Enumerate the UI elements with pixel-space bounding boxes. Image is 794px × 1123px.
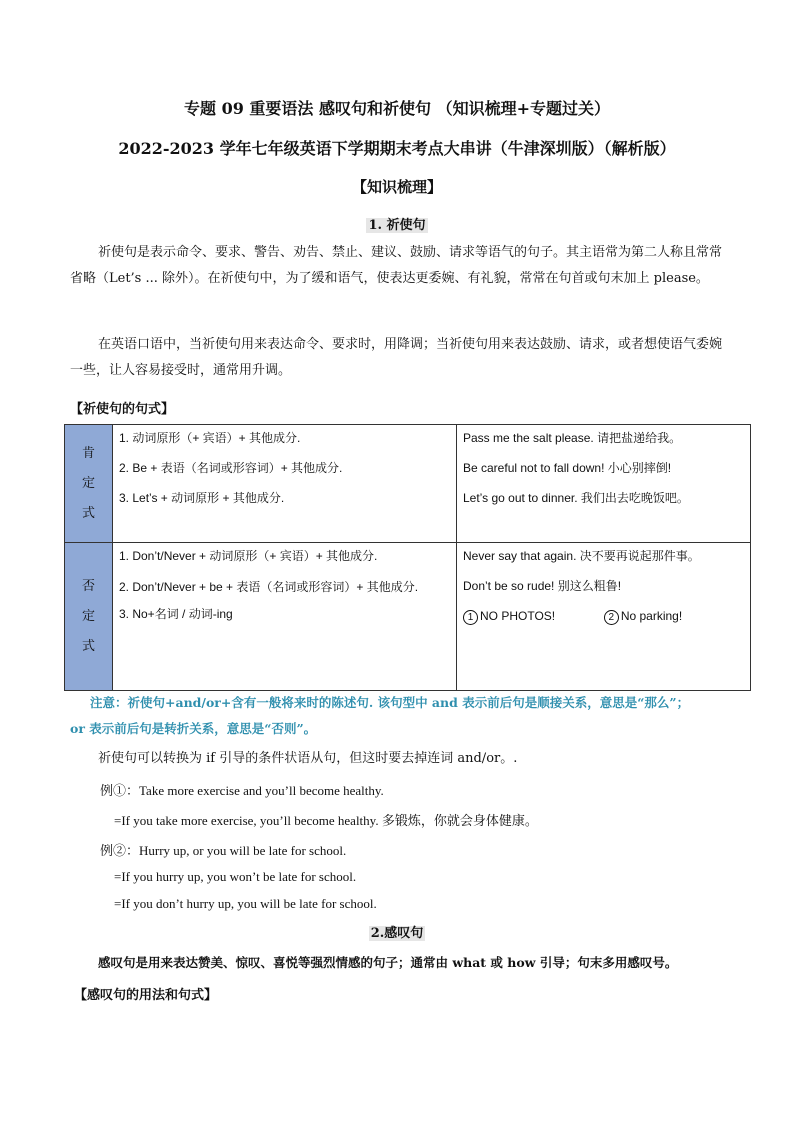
sign-no-photos: NO PHOTOS! bbox=[480, 609, 556, 623]
positive-rule-3: 3. Let’s + 动词原形 + 其他成分. bbox=[119, 491, 285, 505]
negative-rule-3: 3. No+名词 / 动词-ing bbox=[119, 607, 233, 621]
negative-rule-2: 2. Don’t/Never + be + 表语（名词或形容词）+ 其他成分. bbox=[119, 580, 419, 594]
example-2-conversion-2: =If you don’t hurry up, you will be late for school. bbox=[114, 896, 377, 911]
negative-rule-1: 1. Don’t/Never + 动词原形（+ 宾语）+ 其他成分. bbox=[119, 549, 378, 563]
section2-heading-text: 2.感叹句 bbox=[370, 926, 424, 941]
example-2-sentence: Hurry up, or you will be late for school. bbox=[139, 843, 347, 858]
negative-form-text: 否定式 bbox=[81, 578, 95, 654]
negative-form-label bbox=[65, 543, 113, 691]
positive-example-2: Be careful not to fall down! 小心别摔倒! bbox=[463, 461, 672, 475]
negative-example-1: Never say that again. 决不要再说起那件事。 bbox=[463, 549, 700, 563]
positive-rule-2: 2. Be + 表语（名词或形容词）+ 其他成分. bbox=[119, 461, 343, 475]
example-1-conversion: =If you take more exercise, you’ll become healthy. 多锻炼，你就会身体健康。 bbox=[114, 813, 538, 828]
example-1 bbox=[100, 780, 384, 799]
table-row-positive bbox=[65, 425, 751, 543]
positive-example-3: Let’s go out to dinner. 我们出去吃晚饭吧。 bbox=[463, 491, 689, 505]
imperative-intonation-paragraph: 在英语口语中，当祈使句用来表达命令、要求时，用降调；当祈使句用来表达鼓励、请求，或者想使语气委婉一些，让人容易接受时，通常用升调。 bbox=[70, 337, 723, 378]
note-paragraph bbox=[70, 690, 734, 742]
positive-form-label bbox=[65, 425, 113, 543]
example-2 bbox=[100, 840, 346, 859]
circled-number-2: 2 bbox=[604, 610, 619, 625]
negative-signs-line bbox=[457, 603, 750, 633]
example-1-label: 例①： bbox=[100, 783, 140, 798]
imperative-patterns-label: 【祈使句的句式】 bbox=[70, 402, 175, 417]
example-2-conversion-1: =If you hurry up, you won’t be late for school. bbox=[114, 869, 357, 884]
exclamatory-patterns-label: 【感叹句的用法和句式】 bbox=[74, 988, 218, 1003]
negative-rules-cell bbox=[113, 543, 457, 691]
positive-rules-cell bbox=[113, 425, 457, 543]
document-title: 专题 09 重要语法 感叹句和祈使句 （知识梳理+专题过关） bbox=[184, 99, 610, 118]
negative-examples-cell bbox=[457, 543, 751, 691]
positive-form-text: 肯定式 bbox=[81, 445, 95, 521]
circled-number-1: 1 bbox=[463, 610, 478, 625]
conversion-intro: 祈使句可以转换为 if 引导的条件状语从句，但这时要去掉连词 and/or。. bbox=[98, 751, 518, 766]
imperative-definition-paragraph: 祈使句是表示命令、要求、警告、劝告、禁止、建议、鼓励、请求等语气的句子。其主语常为第二人称且常常省略（Let’s ... 除外）。在祈使句中，为了缓和语气，使表达更委婉、有礼貌，常常在句首或句末加上 please。 bbox=[70, 245, 723, 286]
section-heading-text: 1. 祈使句 bbox=[368, 218, 426, 233]
sign-no-parking: No parking! bbox=[620, 609, 683, 623]
imperative-patterns-table bbox=[64, 424, 751, 691]
table-row-negative bbox=[65, 543, 751, 691]
negative-example-2: Don’t be so rude! 别这么粗鲁! bbox=[463, 579, 622, 593]
section-heading-imperative bbox=[0, 214, 794, 233]
positive-rule-1: 1. 动词原形（+ 宾语）+ 其他成分. bbox=[119, 431, 301, 445]
section-label-knowledge: 【知识梳理】 bbox=[351, 178, 442, 196]
note-line-2: or 表示前后句是转折关系，意思是“否则”。 bbox=[70, 721, 317, 736]
positive-examples-cell bbox=[457, 425, 751, 543]
positive-example-1: Pass me the salt please. 请把盐递给我。 bbox=[463, 431, 682, 445]
example-1-sentence: Take more exercise and you’ll become healthy. bbox=[139, 783, 384, 798]
exclamatory-definition: 感叹句是用来表达赞美、惊叹、喜悦等强烈情感的句子；通常由 what 或 how 引导；句末多用感叹号。 bbox=[98, 955, 678, 970]
note-line-1: 注意：祈使句+and/or+含有一般将来时的陈述句. 该句型中 and 表示前后句是顺接关系，意思是“那么”； bbox=[90, 695, 690, 710]
example-2-label: 例②： bbox=[100, 843, 140, 858]
section-heading-exclamatory bbox=[0, 922, 794, 941]
document-subtitle: 2022-2023 学年七年级英语下学期期末考点大串讲（牛津深圳版）（解析版） bbox=[118, 139, 676, 158]
